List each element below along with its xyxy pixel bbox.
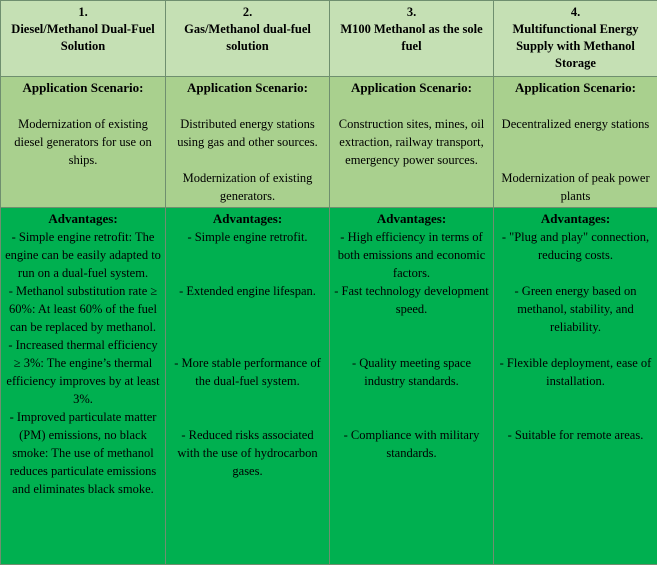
scenario-text: Construction sites, mines, oil extraction, railway transport, emergency power sources. xyxy=(338,117,485,167)
column-number: 2. xyxy=(242,5,253,19)
column-title: Gas/Methanol dual-fuel solution xyxy=(184,22,311,53)
advantages-label: Advantages: xyxy=(48,211,118,226)
column-title: Multifunctional Energy Supply with Methanol Storage xyxy=(512,22,639,70)
advantage-item: - "Plug and play" connection, reducing costs. xyxy=(501,230,650,262)
advantage-item: - Improved particulate matter (PM) emissions, no black smoke: The use of methanol reduces particulate emissions and eliminates black smoke. xyxy=(9,410,157,496)
advantage-item: - Compliance with military standards. xyxy=(343,428,480,460)
scenario-text: Distributed energy stations using gas and other sources. xyxy=(177,117,318,149)
scenario-cell-2 xyxy=(166,77,330,208)
scenario-label: Application Scenario: xyxy=(515,80,636,95)
advantage-item: - Suitable for remote areas. xyxy=(507,428,644,442)
scenario-row xyxy=(1,77,657,208)
scenario-text: Decentralized energy stations xyxy=(501,117,650,131)
advantage-item: - Increased thermal efficiency ≥ 3%: The engine’s thermal efficiency improves by at least 3%. xyxy=(6,338,160,406)
advantage-item: - Flexible deployment, ease of installation. xyxy=(499,356,652,388)
advantages-label: Advantages: xyxy=(376,211,447,226)
scenario-cell-3 xyxy=(330,77,494,208)
scenario-cell-1 xyxy=(1,77,166,208)
scenario-text: Modernization of peak power plants xyxy=(501,171,650,203)
advantages-cell-1 xyxy=(1,208,166,565)
column-header-1 xyxy=(1,1,166,77)
advantages-cell-4 xyxy=(494,208,657,565)
advantages-label: Advantages: xyxy=(540,211,611,226)
column-number: 1. xyxy=(78,5,88,19)
scenario-text: Modernization of existing diesel generators for use on ships. xyxy=(14,117,152,167)
advantage-item: - Reduced risks associated with the use of hydrocarbon gases. xyxy=(177,428,318,478)
advantages-cell-3 xyxy=(330,208,494,565)
column-number: 3. xyxy=(406,5,417,19)
column-header-3 xyxy=(330,1,494,77)
advantage-item: - Methanol substitution rate ≥ 60%: At least 60% of the fuel can be replaced by methanol. xyxy=(8,284,158,334)
advantage-item: - Extended engine lifespan. xyxy=(179,284,316,298)
scenario-label: Application Scenario: xyxy=(187,80,308,95)
advantages-label: Advantages: xyxy=(212,211,283,226)
advantage-item: - Quality meeting space industry standards. xyxy=(351,356,472,388)
advantages-row xyxy=(1,208,657,565)
header-row xyxy=(1,1,657,77)
advantage-item: - High efficiency in terms of both emissions and economic factors. xyxy=(337,230,486,280)
column-number: 4. xyxy=(570,5,581,19)
scenario-cell-4 xyxy=(494,77,657,208)
column-title: Diesel/Methanol Dual-Fuel Solution xyxy=(11,22,155,53)
scenario-label: Application Scenario: xyxy=(22,80,144,95)
column-header-2 xyxy=(166,1,330,77)
advantage-item: - More stable performance of the dual-fuel system. xyxy=(174,356,321,388)
column-title: M100 Methanol as the sole fuel xyxy=(340,22,483,53)
advantage-item: - Simple engine retrofit: The engine can be easily adapted to run on a dual-fuel system. xyxy=(5,230,161,280)
advantage-item: - Green energy based on methanol, stability, and reliability. xyxy=(514,284,637,334)
scenario-text: Modernization of existing generators. xyxy=(182,171,313,203)
column-header-4 xyxy=(494,1,657,77)
advantage-item: - Fast technology development speed. xyxy=(334,284,489,316)
advantages-cell-2 xyxy=(166,208,330,565)
scenario-label: Application Scenario: xyxy=(351,80,472,95)
advantage-item: - Simple engine retrofit. xyxy=(187,230,308,244)
